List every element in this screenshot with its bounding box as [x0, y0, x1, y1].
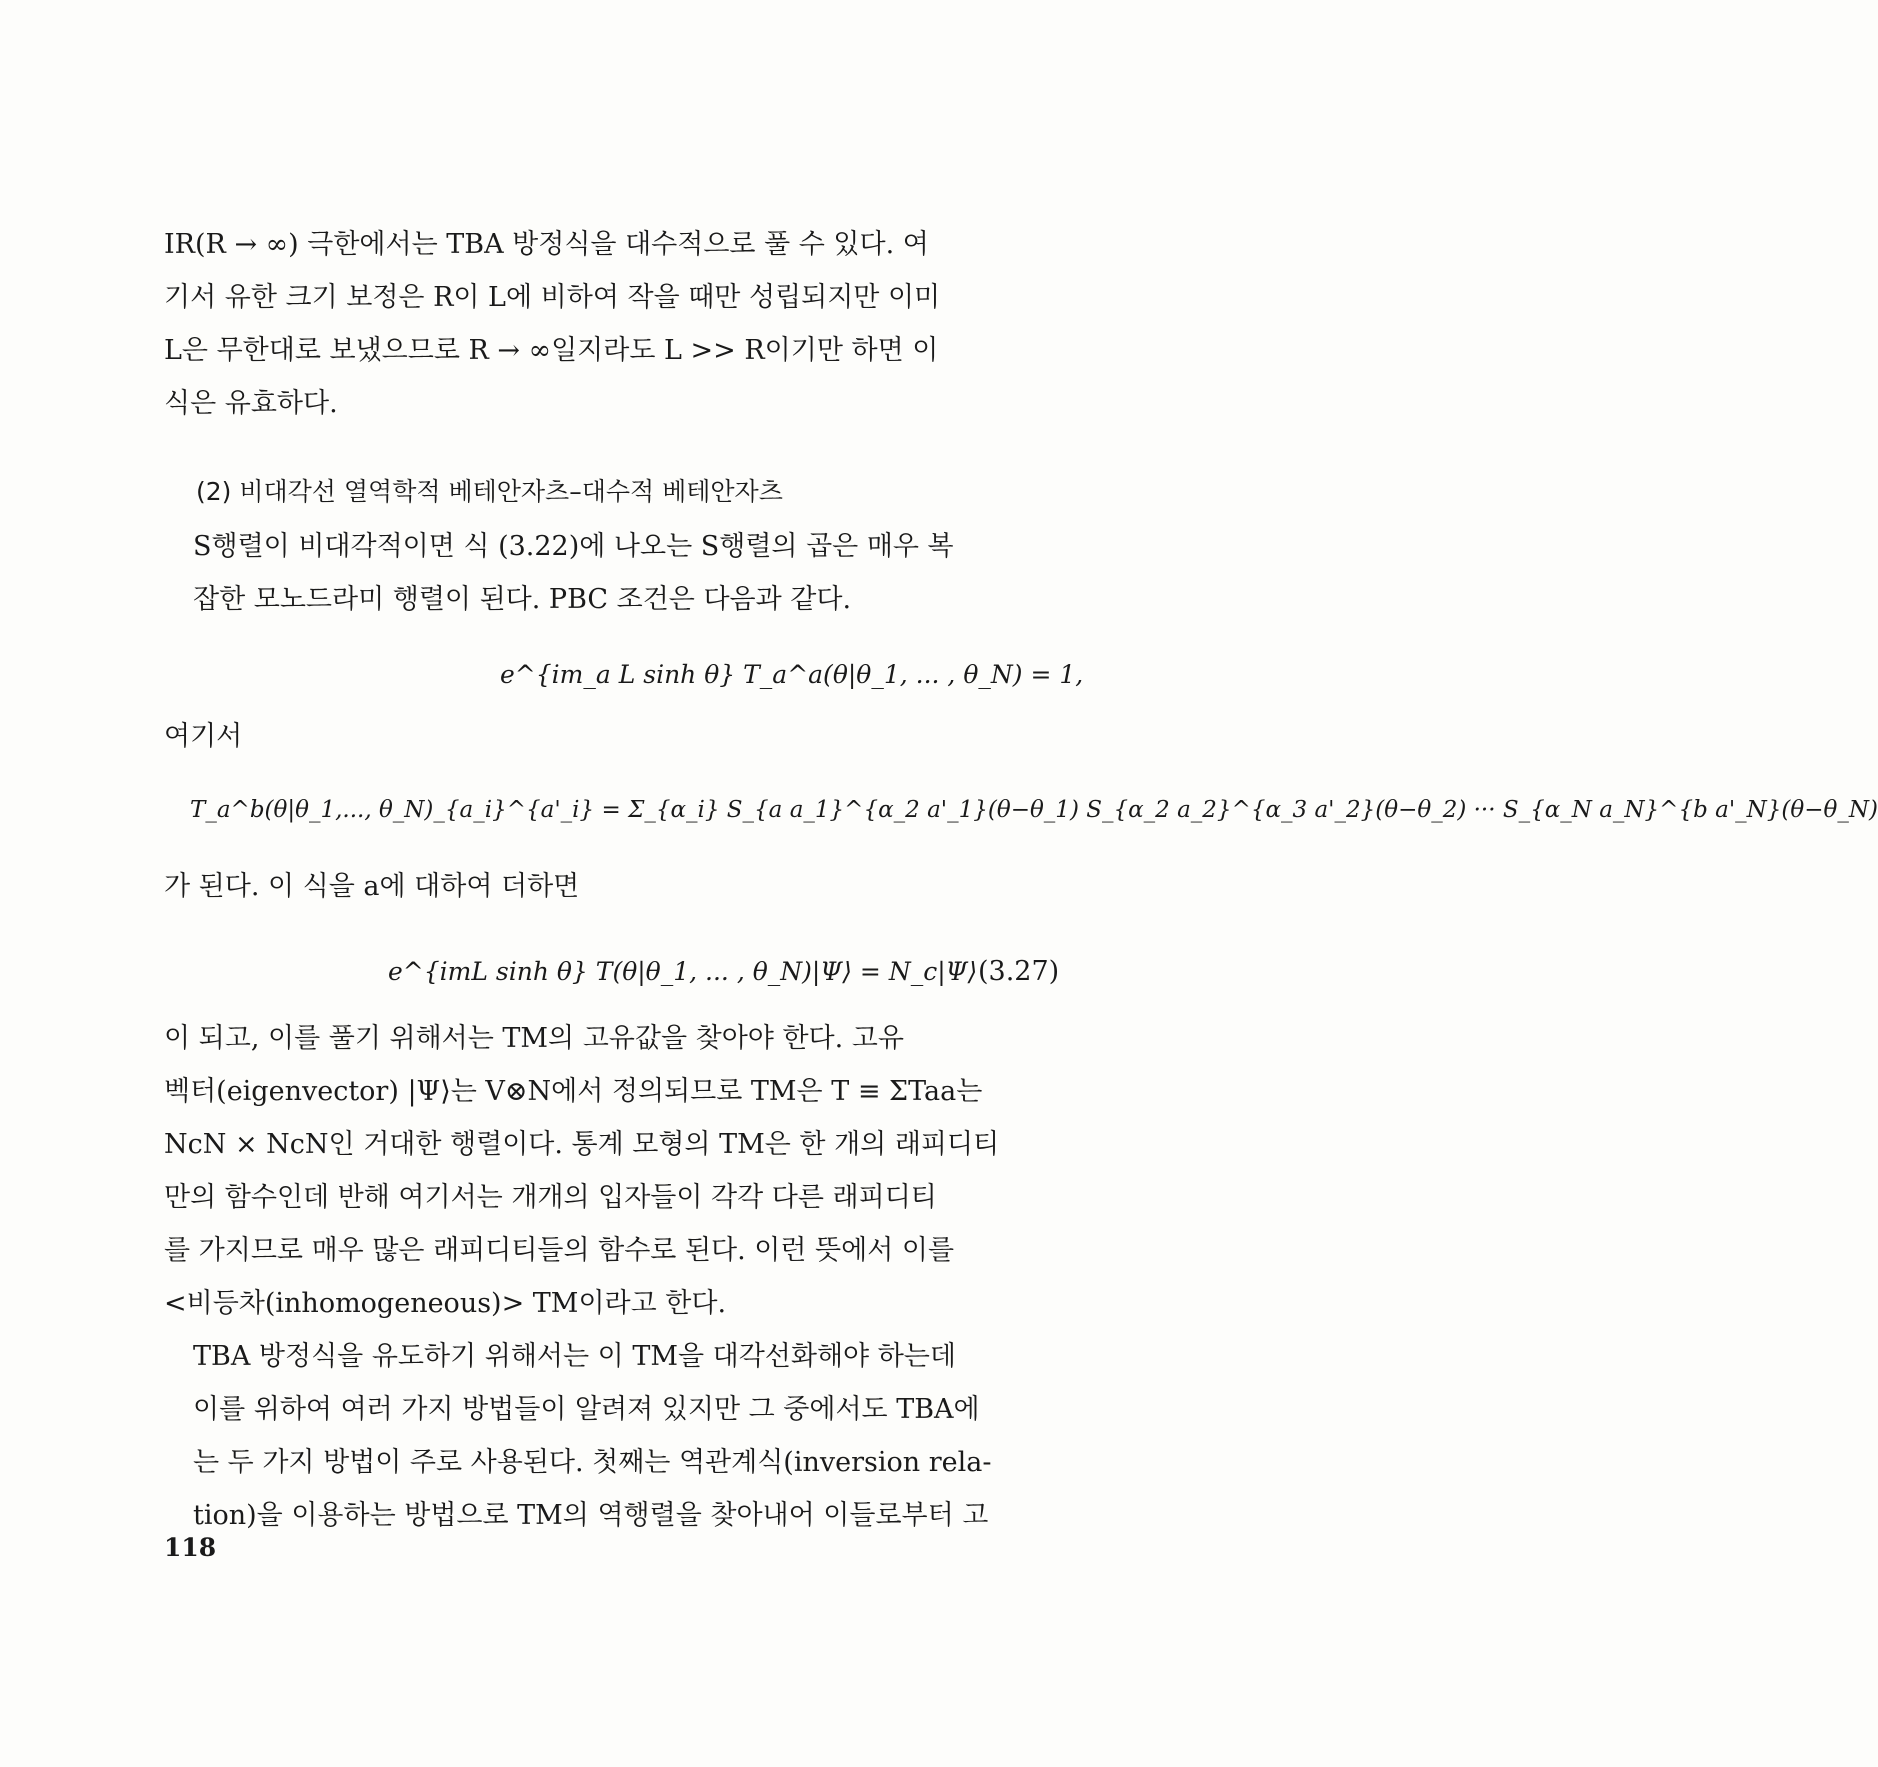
- paragraph-1: [164, 218, 1054, 430]
- section-heading: (2) 비대각선 열역학적 베테안자츠–대수적 베테안자츠: [196, 477, 783, 506]
- text-line: 만의 함수인데 반해 여기서는 개개의 입자들이 각각 다른 래피디티: [164, 1182, 937, 1213]
- paragraph-5: [164, 1330, 1083, 1542]
- text-line: 잡한 모노드라미 행렬이 된다. PBC 조건은 다음과 같다.: [193, 584, 852, 615]
- page-number: 118: [164, 1533, 217, 1562]
- text-line: tion)을 이용하는 방법으로 TM의 역행렬을 찾아내어 이들로부터 고: [193, 1500, 989, 1531]
- text-line: 는 두 가지 방법이 주로 사용된다. 첫째는 역관계식(inversion rela-: [193, 1447, 992, 1478]
- text-line: 를 가지므로 매우 많은 래피디티들의 함수로 된다. 이런 뜻에서 이를: [164, 1235, 955, 1266]
- where-label: 여기서: [164, 721, 243, 752]
- text-line: L은 무한대로 보냈으므로 R → ∞일지라도 L >> R이기만 하면 이: [164, 335, 939, 366]
- equation-transfer-matrix: e^{imL sinh θ} T(θ|θ_1, ... , θ_N)|Ψ⟩ = N_c|Ψ⟩: [388, 957, 978, 986]
- text-line: 기서 유한 크기 보정은 R이 L에 비하여 작을 때만 성립되지만 이미: [164, 282, 941, 313]
- equation-monodromy: T_a^b(θ|θ_1,..., θ_N)_{a_i}^{a'_i} = Σ_{α_i} S_{a a_1}^{α_2 a'_1}(θ−θ_1) S_{α_2 a_2}^{α_3 a'_2}(θ−θ_2) ··· S_{α_N a_N}^{b a'_N}(θ−θ_N): [190, 797, 1878, 823]
- paragraph-2: [164, 520, 1083, 626]
- paragraph-3: 가 된다. 이 식을 a에 대하여 더하면: [164, 871, 580, 902]
- text-line: 이를 위하여 여러 가지 방법들이 알려져 있지만 그 중에서도 TBA에: [193, 1394, 980, 1425]
- paragraph-4: [164, 1012, 1054, 1330]
- equation-number: (3.27): [978, 956, 1060, 987]
- text-line: IR(R → ∞) 극한에서는 TBA 방정식을 대수적으로 풀 수 있다. 여: [164, 229, 929, 260]
- text-line: <비등차(inhomogeneous)> TM이라고 한다.: [164, 1288, 727, 1319]
- text-line: 식은 유효하다.: [164, 388, 338, 419]
- text-line: S행렬이 비대각적이면 식 (3.22)에 나오는 S행렬의 곱은 매우 복: [193, 531, 954, 562]
- equation-pbc: e^{im_a L sinh θ} T_a^a(θ|θ_1, ... , θ_N) = 1,: [500, 660, 1084, 689]
- text-line: 벡터(eigenvector) |Ψ⟩는 V⊗N에서 정의되므로 TM은 T ≡ ΣTaa는: [164, 1076, 983, 1107]
- text-line: NcN × NcN인 거대한 행렬이다. 통계 모형의 TM은 한 개의 래피디티: [164, 1129, 1000, 1160]
- text-line: TBA 방정식을 유도하기 위해서는 이 TM을 대각선화해야 하는데: [193, 1341, 956, 1372]
- text-line: 이 되고, 이를 풀기 위해서는 TM의 고유값을 찾아야 한다. 고유: [164, 1023, 904, 1054]
